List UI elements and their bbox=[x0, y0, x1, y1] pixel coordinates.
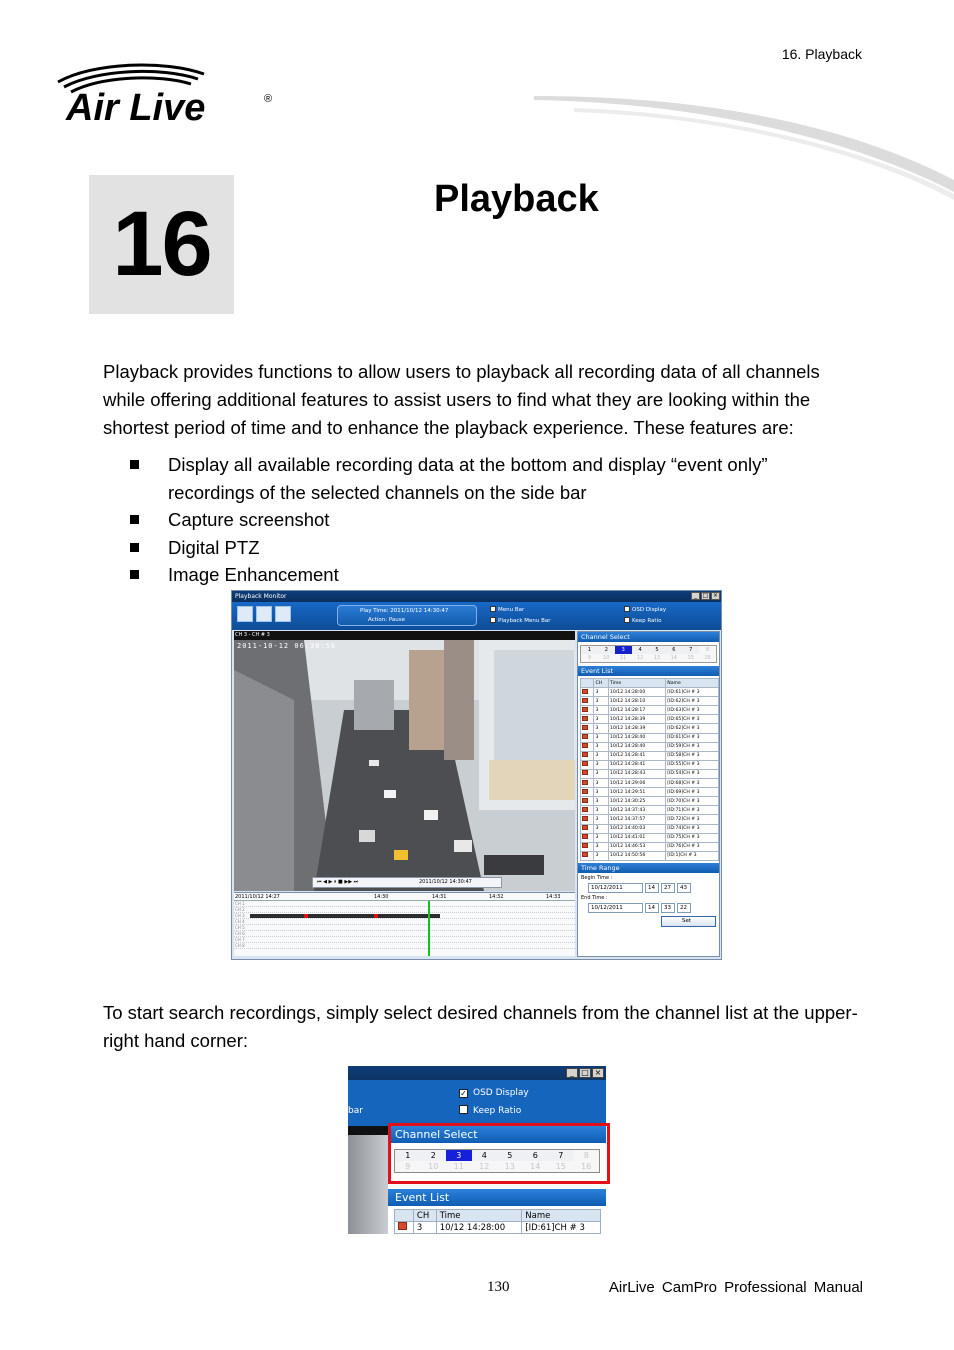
video-timestamp: 2011-10-12 06:30:58 bbox=[237, 642, 337, 650]
menu-bar-fragment: bar bbox=[348, 1106, 363, 1116]
table-row[interactable]: 3 10/12 14:28:00 [ID:61]CH # 3 bbox=[581, 688, 719, 697]
channel-cell[interactable]: 6 bbox=[665, 646, 682, 654]
column-header[interactable]: CH bbox=[413, 1210, 436, 1222]
close-icon[interactable]: × bbox=[712, 592, 719, 599]
timeline-row: CH 4 bbox=[234, 919, 575, 925]
bullet-square-icon bbox=[130, 515, 139, 524]
end-second-input[interactable]: 22 bbox=[677, 903, 691, 913]
list-item: Capture screenshot bbox=[130, 506, 850, 534]
channel-cell[interactable]: 4 bbox=[472, 1150, 498, 1161]
bullet-square-icon bbox=[130, 570, 139, 579]
bullet-square-icon bbox=[130, 543, 139, 552]
street-camera-image bbox=[234, 640, 575, 891]
timeline-row: CH 7 bbox=[234, 937, 575, 943]
channel-cell[interactable]: 14 bbox=[665, 654, 682, 662]
begin-hour-input[interactable]: 14 bbox=[645, 883, 659, 893]
event-icon bbox=[582, 843, 588, 848]
timeline-scale bbox=[234, 893, 575, 901]
table-row[interactable]: 3 10/12 14:28:39 [ID:65]CH # 3 bbox=[581, 715, 719, 724]
event-icon bbox=[582, 789, 588, 794]
channel-cell[interactable]: 12 bbox=[632, 654, 649, 662]
channel-cell[interactable]: 8 bbox=[574, 1150, 600, 1161]
table-row[interactable]: 3 10/12 14:28:00 [ID:61]CH # 3 bbox=[395, 1222, 601, 1234]
timeline-start-label: 2011/10/12 14:27 bbox=[235, 894, 280, 900]
channel-cell[interactable]: 9 bbox=[395, 1161, 421, 1172]
begin-time-fields bbox=[578, 883, 719, 893]
tools-icon[interactable] bbox=[275, 606, 291, 622]
minimize-icon[interactable]: _ bbox=[566, 1068, 578, 1078]
timeline-row: CH 5 bbox=[234, 925, 575, 931]
event-list-header: Event List bbox=[388, 1189, 606, 1206]
event-marker bbox=[304, 914, 308, 918]
event-icon bbox=[582, 761, 588, 766]
table-row[interactable]: 3 10/12 14:28:40 [ID:59]CH # 3 bbox=[581, 742, 719, 751]
begin-second-input[interactable]: 43 bbox=[677, 883, 691, 893]
channel-cell[interactable]: 13 bbox=[649, 654, 666, 662]
window-titlebar bbox=[348, 1066, 606, 1080]
playback-time: 2011/10/12 14:30:47 bbox=[419, 879, 472, 885]
list-item: Image Enhancement bbox=[130, 561, 850, 589]
event-icon bbox=[582, 780, 588, 785]
airlive-logo bbox=[54, 60, 284, 126]
feature-list bbox=[130, 451, 850, 589]
table-row[interactable]: 3 10/12 14:30:25 [ID:70]CH # 3 bbox=[581, 797, 719, 806]
playback-menu-bar-checkbox[interactable]: Playback Menu Bar bbox=[490, 617, 551, 625]
channel-cell[interactable]: 9 bbox=[581, 654, 598, 662]
event-icon bbox=[582, 689, 588, 694]
recording-segment bbox=[250, 914, 440, 918]
search-paragraph: To start search recordings, simply select desired channels from the channel list at the upper-right hand corner: bbox=[103, 1002, 858, 1051]
event-icon bbox=[582, 707, 588, 712]
table-row[interactable]: 3 10/12 14:28:39 [ID:62]CH # 3 bbox=[581, 724, 719, 733]
channel-cell[interactable]: 11 bbox=[446, 1161, 472, 1172]
chapter-number-box bbox=[89, 175, 234, 314]
table-row[interactable]: 3 10/12 14:28:43 [ID:54]CH # 3 bbox=[581, 769, 719, 778]
intro-paragraph: Playback provides functions to allow users to playback all recording data of all channels while offering additional features to assist users to find what they are looking within the shortest period of time and to enhance the playback experience. These features are: bbox=[103, 361, 820, 438]
table-row[interactable]: 3 10/12 14:28:41 [ID:58]CH # 3 bbox=[581, 751, 719, 760]
recording-timeline[interactable] bbox=[234, 892, 575, 956]
event-list-header: Event List bbox=[578, 666, 719, 676]
table-row[interactable]: 3 10/12 14:28:17 [ID:63]CH # 3 bbox=[581, 706, 719, 715]
timeline-row: CH 1 bbox=[234, 901, 575, 907]
end-time-fields bbox=[578, 903, 719, 913]
channel-cell[interactable]: 13 bbox=[497, 1161, 523, 1172]
channel-cell[interactable]: 15 bbox=[682, 654, 699, 662]
bullet-square-icon bbox=[130, 460, 139, 469]
timeline-tick: 14:32 bbox=[489, 894, 504, 900]
close-icon[interactable]: × bbox=[592, 1068, 604, 1078]
svg-text:®: ® bbox=[264, 93, 273, 105]
channel-cell[interactable]: 7 bbox=[682, 646, 699, 654]
end-date-input[interactable]: 10/12/2011 bbox=[588, 903, 643, 913]
channel-cell[interactable]: 15 bbox=[548, 1161, 574, 1172]
event-icon bbox=[582, 825, 588, 830]
minimize-icon[interactable]: _ bbox=[691, 592, 700, 600]
table-row[interactable]: 3 10/12 14:37:57 [ID:72]CH # 3 bbox=[581, 815, 719, 824]
table-row[interactable]: 3 10/12 14:29:06 [ID:68]CH # 3 bbox=[581, 779, 719, 788]
timeline-row: CH 2 bbox=[234, 907, 575, 913]
rewind-icon[interactable]: ⏮ ◀ ▶ ⏸ ■ ▶▶ ⏭ bbox=[317, 879, 359, 885]
playback-controls bbox=[312, 877, 502, 888]
channel-cell[interactable]: 1 bbox=[395, 1150, 421, 1161]
channel-cell[interactable]: 11 bbox=[615, 654, 632, 662]
channel-grid bbox=[580, 645, 717, 663]
list-item: Digital PTZ bbox=[130, 534, 850, 562]
time-range-header: Time Range bbox=[578, 863, 719, 873]
table-row[interactable]: 3 10/12 14:46:53 [ID:76]CH # 3 bbox=[581, 842, 719, 851]
event-icon bbox=[582, 852, 588, 857]
event-icon bbox=[582, 716, 588, 721]
event-icon bbox=[582, 770, 588, 775]
menu-bar-checkbox[interactable]: Menu Bar bbox=[490, 606, 524, 614]
side-panel bbox=[577, 631, 720, 957]
channel-cell[interactable]: 1 bbox=[581, 646, 598, 654]
table-row[interactable]: 3 10/12 14:37:43 [ID:71]CH # 3 bbox=[581, 806, 719, 815]
event-table bbox=[580, 678, 719, 861]
svg-text:Air Live: Air Live bbox=[66, 87, 206, 126]
osd-display-checkbox[interactable]: OSD Display bbox=[624, 606, 666, 614]
event-marker bbox=[374, 914, 378, 918]
channel-cell[interactable]: 2 bbox=[598, 646, 615, 654]
channel-cell[interactable]: 6 bbox=[523, 1150, 549, 1161]
channel-select-header: Channel Select bbox=[388, 1126, 606, 1143]
channel-cell-selected[interactable]: 3 bbox=[615, 646, 632, 654]
channel-cell-selected[interactable]: 3 bbox=[446, 1150, 472, 1161]
channel-cell[interactable]: 4 bbox=[632, 646, 649, 654]
end-hour-input[interactable]: 14 bbox=[645, 903, 659, 913]
event-icon bbox=[582, 725, 588, 730]
begin-time-label: Begin Time : bbox=[581, 874, 613, 881]
timeline-row: CH 8 bbox=[234, 943, 575, 949]
end-minute-input[interactable]: 33 bbox=[661, 903, 675, 913]
event-table bbox=[394, 1209, 601, 1234]
end-time-label: End Time : bbox=[581, 894, 608, 901]
chapter-number: 16 bbox=[112, 193, 211, 295]
video-view[interactable] bbox=[234, 631, 575, 891]
event-icon bbox=[582, 743, 588, 748]
channel-cell[interactable]: 8 bbox=[699, 646, 716, 654]
table-row[interactable]: 3 10/12 14:50:56 [ID:1]CH # 3 bbox=[581, 851, 719, 860]
column-header[interactable]: Name bbox=[522, 1210, 601, 1222]
table-row[interactable]: 3 10/12 14:40:03 [ID:74]CH # 3 bbox=[581, 824, 719, 833]
channel-cell[interactable]: 5 bbox=[649, 646, 666, 654]
channel-cell[interactable]: 14 bbox=[523, 1161, 549, 1172]
timeline-cursor[interactable] bbox=[428, 901, 430, 956]
channel-cell[interactable]: 7 bbox=[548, 1150, 574, 1161]
channel-cell[interactable]: 5 bbox=[497, 1150, 523, 1161]
play-time-panel: Play Time: 2011/10/12 14:30:47 Action: Pause bbox=[337, 605, 477, 626]
column-header[interactable]: CH bbox=[594, 679, 608, 688]
channel-cell[interactable]: 12 bbox=[472, 1161, 498, 1172]
timeline-tick: 14:31 bbox=[432, 894, 447, 900]
begin-minute-input[interactable]: 27 bbox=[661, 883, 675, 893]
column-header[interactable]: Time bbox=[436, 1210, 522, 1222]
channel-select-highlight bbox=[388, 1123, 610, 1184]
playback-toolbar bbox=[232, 602, 721, 630]
event-icon bbox=[582, 834, 588, 839]
event-icon bbox=[582, 798, 588, 803]
keep-ratio-checkbox[interactable]: Keep Ratio bbox=[459, 1105, 521, 1116]
channel-cell[interactable]: 16 bbox=[574, 1161, 600, 1172]
set-button[interactable]: Set bbox=[661, 916, 716, 927]
list-item: Display all available recording data at the bottom and display “event only” recordings of the selected channels on the side bar bbox=[130, 451, 850, 506]
timeline-row: CH 6 bbox=[234, 931, 575, 937]
table-row[interactable]: 3 10/12 14:28:40 [ID:61]CH # 3 bbox=[581, 733, 719, 742]
event-icon bbox=[582, 734, 588, 739]
manual-title: AirLive CamPro Professional Manual bbox=[608, 1279, 863, 1296]
column-header[interactable]: Time bbox=[608, 679, 665, 688]
page-number: 130 bbox=[487, 1279, 510, 1295]
event-icon bbox=[582, 816, 588, 821]
event-icon bbox=[398, 1222, 407, 1230]
osd-display-checkbox[interactable]: ✓ OSD Display bbox=[460, 1088, 529, 1098]
channel-select-header: Channel Select bbox=[578, 632, 719, 642]
timeline-tick: 14:33 bbox=[546, 894, 561, 900]
grid-layout-icon[interactable] bbox=[256, 606, 272, 622]
channel-cell[interactable]: 16 bbox=[699, 654, 716, 662]
section-header: 16. Playback bbox=[781, 46, 862, 62]
table-row[interactable]: 3 10/12 14:41:01 [ID:75]CH # 3 bbox=[581, 833, 719, 842]
video-channel-label: CH 3 - CH # 3 bbox=[234, 631, 575, 640]
table-row[interactable]: 3 10/12 14:28:41 [ID:55]CH # 3 bbox=[581, 760, 719, 769]
event-icon bbox=[582, 752, 588, 757]
playback-monitor-screenshot bbox=[231, 590, 722, 960]
keep-ratio-checkbox[interactable]: Keep Ratio bbox=[624, 617, 661, 625]
monitor-icon[interactable] bbox=[237, 606, 253, 622]
channel-cell[interactable]: 10 bbox=[421, 1161, 447, 1172]
channel-cell[interactable]: 2 bbox=[421, 1150, 447, 1161]
chapter-title: Playback bbox=[434, 178, 599, 220]
channel-cell[interactable]: 10 bbox=[598, 654, 615, 662]
window-title: Playback Monitor bbox=[235, 593, 287, 600]
timeline-row: CH 3 bbox=[234, 913, 575, 919]
begin-date-input[interactable]: 10/12/2011 bbox=[588, 883, 643, 893]
event-icon bbox=[582, 698, 588, 703]
maximize-icon[interactable]: □ bbox=[702, 592, 709, 599]
column-header[interactable]: Name bbox=[666, 679, 719, 688]
event-icon bbox=[582, 807, 588, 812]
timeline-tick: 14:30 bbox=[374, 894, 389, 900]
maximize-icon[interactable]: □ bbox=[579, 1068, 591, 1078]
video-view-fragment bbox=[348, 1126, 388, 1234]
window-titlebar bbox=[232, 591, 721, 602]
table-row[interactable]: 3 10/12 14:28:10 [ID:62]CH # 3 bbox=[581, 697, 719, 706]
table-row[interactable]: 3 10/12 14:29:51 [ID:69]CH # 3 bbox=[581, 788, 719, 797]
